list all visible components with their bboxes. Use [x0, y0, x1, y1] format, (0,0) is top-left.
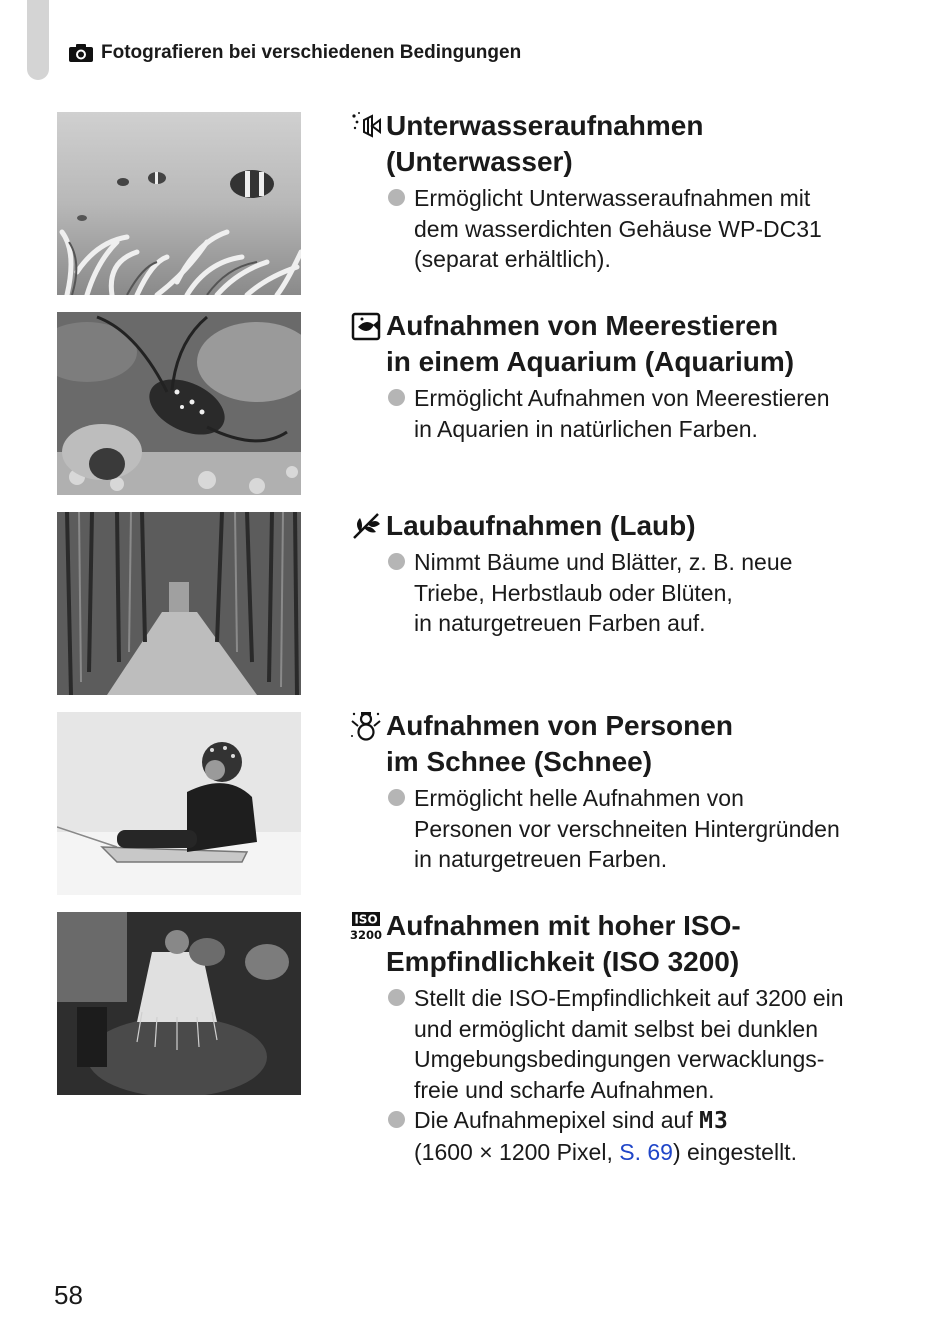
page-reference-link[interactable]: S. 69 — [619, 1138, 673, 1165]
bullet-dot — [388, 189, 405, 206]
snowman-icon — [350, 710, 382, 742]
bullet-item: Stellt die ISO-Empfindlichkeit auf 3200 ein und ermöglicht damit selbst bei dunklen Umgebungsbedingungen verwacklungs- freie und scharfe Aufnahmen. — [388, 983, 890, 1105]
svg-text:3200: 3200 — [350, 928, 382, 942]
section-foliage — [350, 508, 890, 639]
section-snow — [350, 708, 890, 875]
bullet-item: Die Aufnahmepixel sind auf M3 (1600 × 1200 Pixel, S. 69) eingestellt. — [388, 1105, 890, 1167]
bullet-dot — [388, 553, 405, 570]
svg-text:ISO: ISO — [354, 912, 378, 927]
camera-icon — [68, 43, 94, 63]
section-title: Laubaufnahmen (Laub) — [350, 508, 890, 544]
photo-flamenco-dancer — [57, 912, 301, 1095]
bullet-item: Nimmt Bäume und Blätter, z. B. neue Triebe, Herbstlaub oder Blüten, in naturgetreuen Farben auf. — [388, 547, 890, 639]
photo-aquarium-shrimp — [57, 312, 301, 495]
underwater-fish-icon — [350, 110, 382, 142]
aquarium-icon — [350, 310, 382, 342]
foliage-leaf-icon — [350, 510, 382, 542]
chapter-header — [68, 42, 521, 64]
bullet-dot — [388, 789, 405, 806]
page-number: 58 — [54, 1280, 83, 1310]
section-title: Unterwasseraufnahmen (Unterwasser) — [350, 108, 890, 180]
photo-forest-path — [57, 512, 301, 695]
section-title: Aufnahmen von Personen im Schnee (Schnee) — [350, 708, 890, 780]
section-underwater — [350, 108, 890, 275]
chapter-title: Fotografieren bei verschiedenen Bedingungen — [101, 42, 522, 63]
bullet-dot — [388, 989, 405, 1006]
bullet-item: Ermöglicht helle Aufnahmen von Personen vor verschneiten Hintergründen in naturgetreuen Farben. — [388, 783, 890, 875]
iso-3200-icon — [350, 910, 382, 942]
bullet-dot — [388, 1111, 405, 1128]
photo-underwater-clownfish — [57, 112, 301, 295]
section-iso3200 — [350, 908, 890, 1167]
section-title: Aufnahmen von Meerestieren in einem Aquarium (Aquarium) — [350, 308, 890, 380]
section-aquarium — [350, 308, 890, 444]
section-title: ISO 3200 Aufnahmen mit hoher ISO- Empfindlichkeit (ISO 3200) — [350, 910, 741, 977]
bullet-dot — [388, 389, 405, 406]
bullet-item: Ermöglicht Aufnahmen von Meerestieren in Aquarien in natürlichen Farben. — [388, 383, 890, 444]
page-edge-tab — [27, 0, 49, 80]
image-size-m3-icon: M3 — [699, 1108, 729, 1134]
photo-child-on-sled — [57, 712, 301, 895]
bullet-item: Ermöglicht Unterwasseraufnahmen mit dem wasserdichten Gehäuse WP-DC31 (separat erhältlich). — [388, 183, 890, 275]
